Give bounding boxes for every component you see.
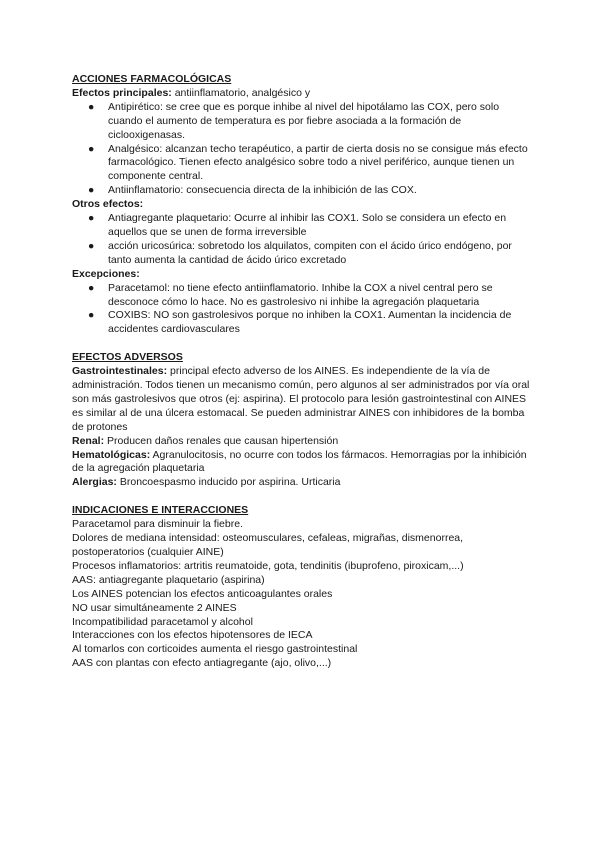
list-item: ● Antipirético: se cree que es porque inhibe al nivel del hipotálamo las COX, pero solo cuando el aumento de temperatura es por fiebre asociada a la formación de ciclooxigenasas.	[88, 100, 500, 141]
section-title-indicaciones: INDICACIONES E INTERACCIONES	[72, 504, 249, 517]
indicaciones-line: Dolores de mediana intensidad: osteomusculares, cefaleas, migrañas, dismenorrea, postoperatorios (cualquier AINE)	[72, 532, 464, 558]
excepciones-list	[72, 282, 532, 338]
bullet-icon: ●	[88, 142, 95, 155]
list-item: ● Paracetamol: no tiene efecto antiinflamatorio. Inhibe la COX a nivel central pero se desconoce cómo lo hace. No es gastrolesivo ni inhibe la agregación plaquetaria	[88, 281, 493, 308]
list-item: ● Antiagregante plaquetario: Ocurre al inhibir las COX1. Solo se considera un efecto en aquellos que se unen de forma irreversible	[88, 212, 507, 238]
indicaciones-line: Procesos inflamatorios: artritis reumatoide, gota, tendinitis (ibuprofeno, piroxicam,...)	[72, 559, 464, 572]
alergias-label: Alergias:	[72, 476, 117, 489]
list-item: ● acción uricosúrica: sobretodo los alquilatos, compiten con el ácido úrico endógeno, por tanto aumenta la cantidad de ácido úrico excretado	[88, 239, 512, 266]
otros-efectos-list	[72, 212, 532, 268]
renal-label: Renal:	[72, 434, 105, 447]
list-item: ● Analgésico: alcanzan techo terapéutico, a partir de cierta dosis no se consigue más efecto farmacológico. Tienen efecto analgésico sobre todo a nivel periférico, aunque tienen un componente central.	[88, 142, 528, 183]
gastrointestinales-paragraph	[72, 365, 532, 435]
indicaciones-line: AAS: antiagregante plaquetario (aspirina)	[72, 573, 265, 586]
indicaciones-line: AAS con plantas con efecto antiagregante (ajo, olivo,...)	[72, 657, 332, 670]
section-spacer	[72, 490, 532, 504]
bullet-icon: ●	[88, 212, 95, 225]
renal-paragraph	[72, 435, 532, 449]
section-spacer	[72, 337, 532, 351]
gastrointestinales-label: Gastrointestinales:	[72, 365, 168, 378]
efectos-principales-paragraph	[72, 87, 532, 101]
bullet-icon: ●	[88, 100, 95, 113]
section-title-acciones: ACCIONES FARMACOLÓGICAS	[72, 73, 232, 85]
indicaciones-line: NO usar simultáneamente 2 AINES	[72, 601, 237, 614]
document-content	[72, 73, 532, 671]
hematologicas-text: Agranulocitosis, no ocurre con todos los fármacos. Hemorragias por la inhibición de la agregación plaquetaria	[72, 448, 527, 475]
list-item: ● Antiinflamatorio: consecuencia directa de la inhibición de las COX.	[88, 184, 417, 197]
bullet-icon: ●	[88, 184, 95, 197]
list-item: ● COXIBS: NO son gastrolesivos porque no inhiben la COX1. Aumentan la incidencia de accidentes cardiovasculares	[88, 309, 512, 336]
otros-efectos-label: Otros efectos:	[72, 198, 144, 211]
efectos-principales-label: Efectos principales:	[72, 86, 172, 99]
indicaciones-line: Incompatibilidad paracetamol y alcohol	[72, 615, 253, 628]
section-title-adversos: EFECTOS ADVERSOS	[72, 351, 183, 364]
hematologicas-paragraph	[72, 449, 532, 477]
indicaciones-line: Los AINES potencian los efectos anticoagulantes orales	[72, 587, 333, 600]
efectos-principales-list	[72, 101, 532, 198]
renal-text: Producen daños renales que causan hipertensión	[104, 434, 339, 447]
indicaciones-line: Paracetamol para disminuir la fiebre.	[72, 518, 243, 531]
bullet-icon: ●	[88, 281, 95, 294]
hematologicas-label: Hematológicas:	[72, 448, 151, 461]
gastrointestinales-text: principal efecto adverso de los AINES. Es independiente de la vía de administración. Todos tienen un mecanismo común, pero algunos al ser administrados por vía oral son más gastrolesivos que otros (ej: aspirina). El protocolo para lesión gastrointestinal con AINES es similar al de una úlcera estomacal. Se pueden administrar AINES con inhibidores de la bomba de protones	[72, 365, 530, 433]
indicaciones-line: Interacciones con los efectos hipotensores de IECA	[72, 629, 313, 642]
efectos-principales-text: antiinflamatorio, analgésico y	[171, 86, 311, 99]
alergias-paragraph	[72, 476, 532, 490]
excepciones-label: Excepciones:	[72, 267, 140, 280]
bullet-icon: ●	[88, 309, 95, 322]
bullet-icon: ●	[88, 239, 95, 252]
indicaciones-line: Al tomarlos con corticoides aumenta el riesgo gastrointestinal	[72, 643, 358, 656]
alergias-text: Broncoespasmo inducido por aspirina. Urticaria	[116, 476, 341, 489]
